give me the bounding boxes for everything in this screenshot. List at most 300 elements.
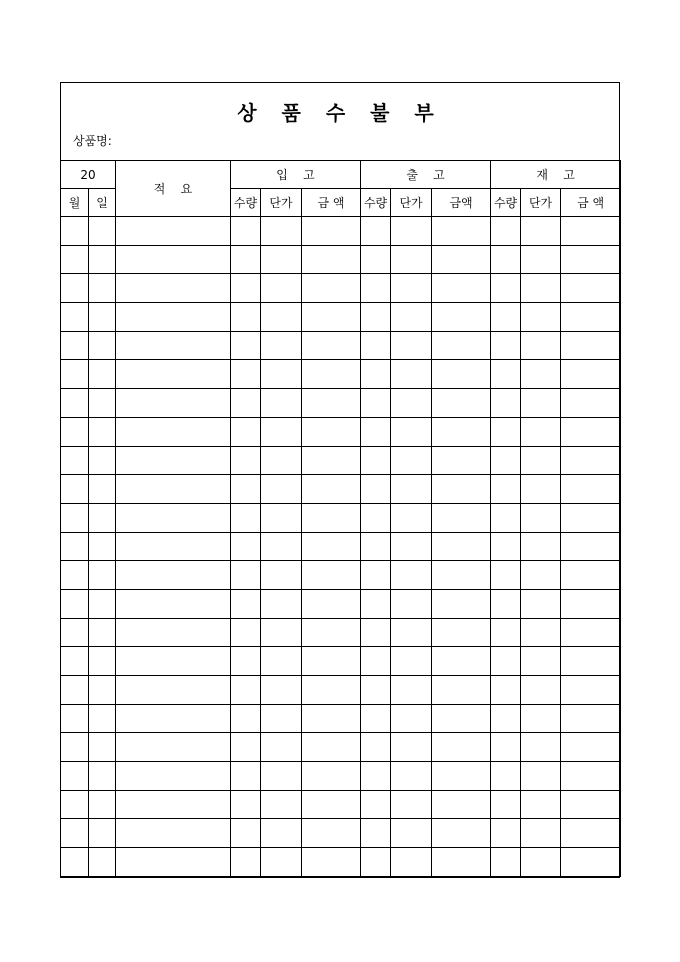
in-qty-cell[interactable] (231, 733, 261, 762)
stock-qty-cell[interactable] (491, 618, 521, 647)
table-row (61, 733, 621, 762)
in-amount-cell[interactable] (302, 446, 361, 475)
summary-cell[interactable] (116, 417, 231, 446)
out-qty-cell[interactable] (361, 389, 391, 418)
day-cell[interactable] (89, 618, 116, 647)
out-price-cell[interactable] (391, 704, 432, 733)
in-price-cell[interactable] (261, 676, 302, 705)
in-amount-cell[interactable] (302, 819, 361, 848)
summary-cell[interactable] (116, 360, 231, 389)
stock-amount-cell[interactable] (561, 647, 621, 676)
out-qty-cell[interactable] (361, 618, 391, 647)
day-cell[interactable] (89, 589, 116, 618)
summary-cell[interactable] (116, 503, 231, 532)
stock-price-cell[interactable] (521, 589, 561, 618)
in-qty-cell[interactable] (231, 245, 261, 274)
month-cell[interactable] (61, 819, 89, 848)
out-qty-cell[interactable] (361, 360, 391, 389)
out-qty-cell[interactable] (361, 503, 391, 532)
out-qty-cell[interactable] (361, 733, 391, 762)
summary-cell[interactable] (116, 618, 231, 647)
out-amount-cell[interactable] (432, 762, 491, 791)
in-amount-cell[interactable] (302, 618, 361, 647)
out-amount-cell[interactable] (432, 790, 491, 819)
stock-qty-cell[interactable] (491, 676, 521, 705)
stock-amount-cell[interactable] (561, 475, 621, 504)
day-cell[interactable] (89, 475, 116, 504)
month-cell[interactable] (61, 676, 89, 705)
month-cell[interactable] (61, 475, 89, 504)
stock-price-cell[interactable] (521, 360, 561, 389)
day-cell[interactable] (89, 331, 116, 360)
stock-qty-cell[interactable] (491, 217, 521, 246)
stock-amount-cell[interactable] (561, 790, 621, 819)
summary-cell[interactable] (116, 532, 231, 561)
in-qty-cell[interactable] (231, 618, 261, 647)
in-price-cell[interactable] (261, 790, 302, 819)
in-amount-cell[interactable] (302, 676, 361, 705)
in-amount-cell[interactable] (302, 790, 361, 819)
out-amount-cell[interactable] (432, 331, 491, 360)
stock-price-cell[interactable] (521, 217, 561, 246)
in-price-cell[interactable] (261, 475, 302, 504)
out-price-cell[interactable] (391, 360, 432, 389)
in-price-cell[interactable] (261, 217, 302, 246)
in-price-cell[interactable] (261, 274, 302, 303)
stock-amount-cell[interactable] (561, 417, 621, 446)
stock-qty-cell[interactable] (491, 790, 521, 819)
out-amount-cell[interactable] (432, 274, 491, 303)
month-cell[interactable] (61, 561, 89, 590)
stock-amount-cell[interactable] (561, 589, 621, 618)
in-amount-cell[interactable] (302, 245, 361, 274)
in-qty-cell[interactable] (231, 589, 261, 618)
table-row (61, 762, 621, 791)
out-amount-cell[interactable] (432, 647, 491, 676)
in-qty-cell[interactable] (231, 417, 261, 446)
month-cell[interactable] (61, 532, 89, 561)
stock-amount-cell[interactable] (561, 331, 621, 360)
in-price-cell[interactable] (261, 618, 302, 647)
table-row (61, 475, 621, 504)
in-qty-cell[interactable] (231, 503, 261, 532)
out-price-cell[interactable] (391, 589, 432, 618)
day-cell[interactable] (89, 303, 116, 332)
out-price-cell[interactable] (391, 647, 432, 676)
in-price-cell[interactable] (261, 704, 302, 733)
out-price-cell[interactable] (391, 790, 432, 819)
in-qty-cell[interactable] (231, 790, 261, 819)
in-amount-cell[interactable] (302, 303, 361, 332)
stock-amount-cell[interactable] (561, 217, 621, 246)
stock-qty-cell[interactable] (491, 446, 521, 475)
out-qty-cell[interactable] (361, 762, 391, 791)
stock-price-cell[interactable] (521, 503, 561, 532)
out-qty-cell[interactable] (361, 676, 391, 705)
in-qty-cell[interactable] (231, 647, 261, 676)
stock-amount-cell[interactable] (561, 245, 621, 274)
out-qty-cell[interactable] (361, 417, 391, 446)
stock-price-cell[interactable] (521, 446, 561, 475)
outgoing-amount-header: 금액 (432, 189, 491, 217)
in-amount-cell[interactable] (302, 503, 361, 532)
out-price-cell[interactable] (391, 475, 432, 504)
stock-price-cell[interactable] (521, 331, 561, 360)
month-cell[interactable] (61, 704, 89, 733)
stock-price-cell[interactable] (521, 762, 561, 791)
in-price-cell[interactable] (261, 733, 302, 762)
out-price-cell[interactable] (391, 848, 432, 877)
stock-amount-cell[interactable] (561, 704, 621, 733)
in-amount-cell[interactable] (302, 532, 361, 561)
out-amount-cell[interactable] (432, 503, 491, 532)
stock-amount-cell[interactable] (561, 389, 621, 418)
ledger-sheet (60, 82, 620, 878)
in-price-cell[interactable] (261, 331, 302, 360)
table-row (61, 389, 621, 418)
summary-cell[interactable] (116, 389, 231, 418)
out-amount-cell[interactable] (432, 217, 491, 246)
in-price-cell[interactable] (261, 245, 302, 274)
stock-amount-cell[interactable] (561, 360, 621, 389)
out-price-cell[interactable] (391, 819, 432, 848)
day-cell[interactable] (89, 446, 116, 475)
day-cell[interactable] (89, 417, 116, 446)
stock-amount-cell[interactable] (561, 733, 621, 762)
product-name-label: 상품명: (73, 134, 112, 148)
stock-amount-cell[interactable] (561, 503, 621, 532)
out-price-cell[interactable] (391, 733, 432, 762)
in-qty-cell[interactable] (231, 532, 261, 561)
month-cell[interactable] (61, 848, 89, 877)
stock-price-cell[interactable] (521, 303, 561, 332)
in-price-cell[interactable] (261, 417, 302, 446)
out-amount-cell[interactable] (432, 848, 491, 877)
month-cell[interactable] (61, 245, 89, 274)
table-row (61, 217, 621, 246)
summary-cell[interactable] (116, 819, 231, 848)
month-cell[interactable] (61, 389, 89, 418)
in-amount-cell[interactable] (302, 704, 361, 733)
out-qty-cell[interactable] (361, 331, 391, 360)
in-price-cell[interactable] (261, 360, 302, 389)
stock-qty-cell[interactable] (491, 762, 521, 791)
out-amount-cell[interactable] (432, 475, 491, 504)
out-price-cell[interactable] (391, 274, 432, 303)
summary-cell[interactable] (116, 733, 231, 762)
day-cell[interactable] (89, 274, 116, 303)
in-price-cell[interactable] (261, 647, 302, 676)
out-amount-cell[interactable] (432, 704, 491, 733)
in-amount-cell[interactable] (302, 389, 361, 418)
out-price-cell[interactable] (391, 503, 432, 532)
summary-cell[interactable] (116, 245, 231, 274)
stock-qty-cell[interactable] (491, 475, 521, 504)
out-qty-cell[interactable] (361, 532, 391, 561)
header-row-1 (61, 161, 621, 189)
in-price-cell[interactable] (261, 589, 302, 618)
in-qty-cell[interactable] (231, 475, 261, 504)
out-amount-cell[interactable] (432, 676, 491, 705)
out-amount-cell[interactable] (432, 245, 491, 274)
stock-amount-cell[interactable] (561, 561, 621, 590)
summary-cell[interactable] (116, 561, 231, 590)
stock-qty-cell[interactable] (491, 274, 521, 303)
stock-price-cell[interactable] (521, 245, 561, 274)
incoming-qty-header: 수량 (231, 189, 261, 217)
out-price-cell[interactable] (391, 676, 432, 705)
out-price-cell[interactable] (391, 303, 432, 332)
summary-cell[interactable] (116, 217, 231, 246)
out-qty-cell[interactable] (361, 561, 391, 590)
day-cell[interactable] (89, 762, 116, 791)
in-price-cell[interactable] (261, 446, 302, 475)
stock-qty-cell[interactable] (491, 303, 521, 332)
out-qty-cell[interactable] (361, 790, 391, 819)
in-qty-cell[interactable] (231, 819, 261, 848)
out-qty-cell[interactable] (361, 475, 391, 504)
in-amount-cell[interactable] (302, 589, 361, 618)
table-row (61, 848, 621, 877)
out-qty-cell[interactable] (361, 647, 391, 676)
month-cell[interactable] (61, 647, 89, 676)
out-price-cell[interactable] (391, 762, 432, 791)
stock-qty-cell[interactable] (491, 848, 521, 877)
in-amount-cell[interactable] (302, 561, 361, 590)
stock-price-cell[interactable] (521, 532, 561, 561)
day-cell[interactable] (89, 217, 116, 246)
in-qty-cell[interactable] (231, 848, 261, 877)
in-price-cell[interactable] (261, 819, 302, 848)
out-price-cell[interactable] (391, 561, 432, 590)
out-price-cell[interactable] (391, 389, 432, 418)
out-amount-cell[interactable] (432, 589, 491, 618)
in-price-cell[interactable] (261, 561, 302, 590)
stock-amount-cell[interactable] (561, 274, 621, 303)
out-amount-cell[interactable] (432, 446, 491, 475)
out-price-cell[interactable] (391, 245, 432, 274)
out-qty-cell[interactable] (361, 303, 391, 332)
out-amount-cell[interactable] (432, 532, 491, 561)
day-cell[interactable] (89, 848, 116, 877)
in-qty-cell[interactable] (231, 217, 261, 246)
out-qty-cell[interactable] (361, 819, 391, 848)
stock-price-cell[interactable] (521, 274, 561, 303)
in-price-cell[interactable] (261, 389, 302, 418)
month-cell[interactable] (61, 217, 89, 246)
stock-amount-cell[interactable] (561, 303, 621, 332)
summary-cell[interactable] (116, 848, 231, 877)
in-amount-cell[interactable] (302, 647, 361, 676)
in-amount-cell[interactable] (302, 217, 361, 246)
month-cell[interactable] (61, 618, 89, 647)
stock-price-cell[interactable] (521, 848, 561, 877)
stock-price-cell[interactable] (521, 733, 561, 762)
stock-amount-cell[interactable] (561, 532, 621, 561)
stock-qty-cell[interactable] (491, 389, 521, 418)
out-price-cell[interactable] (391, 618, 432, 647)
summary-cell[interactable] (116, 676, 231, 705)
in-qty-cell[interactable] (231, 676, 261, 705)
stock-qty-cell[interactable] (491, 417, 521, 446)
out-amount-cell[interactable] (432, 819, 491, 848)
in-amount-cell[interactable] (302, 417, 361, 446)
day-cell[interactable] (89, 676, 116, 705)
stock-price-cell[interactable] (521, 676, 561, 705)
summary-cell[interactable] (116, 475, 231, 504)
in-price-cell[interactable] (261, 762, 302, 791)
day-cell[interactable] (89, 389, 116, 418)
out-qty-cell[interactable] (361, 446, 391, 475)
in-amount-cell[interactable] (302, 848, 361, 877)
stock-qty-cell[interactable] (491, 819, 521, 848)
day-cell[interactable] (89, 647, 116, 676)
out-amount-cell[interactable] (432, 389, 491, 418)
stock-qty-header: 수량 (491, 189, 521, 217)
in-qty-cell[interactable] (231, 274, 261, 303)
stock-amount-cell[interactable] (561, 762, 621, 791)
in-qty-cell[interactable] (231, 360, 261, 389)
table-row (61, 446, 621, 475)
stock-qty-cell[interactable] (491, 360, 521, 389)
stock-price-cell[interactable] (521, 389, 561, 418)
table-row (61, 503, 621, 532)
in-price-cell[interactable] (261, 848, 302, 877)
month-cell[interactable] (61, 790, 89, 819)
stock-price-cell[interactable] (521, 417, 561, 446)
stock-qty-cell[interactable] (491, 589, 521, 618)
month-cell[interactable] (61, 360, 89, 389)
out-qty-cell[interactable] (361, 245, 391, 274)
table-row (61, 790, 621, 819)
in-amount-cell[interactable] (302, 331, 361, 360)
stock-price-cell[interactable] (521, 819, 561, 848)
summary-cell[interactable] (116, 790, 231, 819)
stock-qty-cell[interactable] (491, 532, 521, 561)
out-amount-cell[interactable] (432, 417, 491, 446)
stock-qty-cell[interactable] (491, 503, 521, 532)
out-amount-cell[interactable] (432, 360, 491, 389)
summary-cell[interactable] (116, 647, 231, 676)
day-cell[interactable] (89, 245, 116, 274)
in-qty-cell[interactable] (231, 331, 261, 360)
in-qty-cell[interactable] (231, 561, 261, 590)
in-qty-cell[interactable] (231, 303, 261, 332)
month-cell[interactable] (61, 274, 89, 303)
out-price-cell[interactable] (391, 217, 432, 246)
stock-price-cell[interactable] (521, 790, 561, 819)
stock-price-cell[interactable] (521, 475, 561, 504)
day-cell[interactable] (89, 704, 116, 733)
day-cell[interactable] (89, 532, 116, 561)
out-qty-cell[interactable] (361, 274, 391, 303)
title-block (61, 83, 619, 161)
in-qty-cell[interactable] (231, 704, 261, 733)
month-cell[interactable] (61, 503, 89, 532)
in-amount-cell[interactable] (302, 274, 361, 303)
day-cell[interactable] (89, 561, 116, 590)
out-amount-cell[interactable] (432, 733, 491, 762)
out-qty-cell[interactable] (361, 589, 391, 618)
month-cell[interactable] (61, 417, 89, 446)
stock-price-header: 단가 (521, 189, 561, 217)
summary-cell[interactable] (116, 589, 231, 618)
out-amount-cell[interactable] (432, 303, 491, 332)
table-row (61, 819, 621, 848)
in-qty-cell[interactable] (231, 389, 261, 418)
stock-qty-cell[interactable] (491, 561, 521, 590)
day-cell[interactable] (89, 790, 116, 819)
outgoing-price-header: 단가 (391, 189, 432, 217)
stock-price-cell[interactable] (521, 704, 561, 733)
in-amount-cell[interactable] (302, 475, 361, 504)
stock-qty-cell[interactable] (491, 704, 521, 733)
out-qty-cell[interactable] (361, 217, 391, 246)
in-qty-cell[interactable] (231, 446, 261, 475)
summary-cell[interactable] (116, 446, 231, 475)
stock-price-cell[interactable] (521, 561, 561, 590)
stock-qty-cell[interactable] (491, 647, 521, 676)
month-cell[interactable] (61, 303, 89, 332)
table-row (61, 417, 621, 446)
summary-cell[interactable] (116, 303, 231, 332)
stock-amount-cell[interactable] (561, 848, 621, 877)
month-cell[interactable] (61, 589, 89, 618)
in-amount-cell[interactable] (302, 762, 361, 791)
out-qty-cell[interactable] (361, 704, 391, 733)
table-row (61, 274, 621, 303)
summary-cell[interactable] (116, 274, 231, 303)
stock-amount-cell[interactable] (561, 618, 621, 647)
stock-amount-cell[interactable] (561, 676, 621, 705)
month-cell[interactable] (61, 762, 89, 791)
summary-cell[interactable] (116, 331, 231, 360)
in-price-cell[interactable] (261, 532, 302, 561)
in-price-cell[interactable] (261, 303, 302, 332)
year-header: 20 (61, 161, 116, 189)
in-amount-cell[interactable] (302, 360, 361, 389)
stock-qty-cell[interactable] (491, 733, 521, 762)
in-qty-cell[interactable] (231, 762, 261, 791)
out-amount-cell[interactable] (432, 561, 491, 590)
out-price-cell[interactable] (391, 417, 432, 446)
summary-cell[interactable] (116, 762, 231, 791)
day-cell[interactable] (89, 819, 116, 848)
out-price-cell[interactable] (391, 446, 432, 475)
day-cell[interactable] (89, 733, 116, 762)
month-cell[interactable] (61, 446, 89, 475)
stock-qty-cell[interactable] (491, 331, 521, 360)
month-cell[interactable] (61, 733, 89, 762)
out-price-cell[interactable] (391, 331, 432, 360)
stock-price-cell[interactable] (521, 618, 561, 647)
in-price-cell[interactable] (261, 503, 302, 532)
stock-price-cell[interactable] (521, 647, 561, 676)
out-amount-cell[interactable] (432, 618, 491, 647)
table-row (61, 360, 621, 389)
out-price-cell[interactable] (391, 532, 432, 561)
summary-cell[interactable] (116, 704, 231, 733)
table-row (61, 303, 621, 332)
stock-qty-cell[interactable] (491, 245, 521, 274)
day-cell[interactable] (89, 503, 116, 532)
stock-amount-cell[interactable] (561, 819, 621, 848)
in-amount-cell[interactable] (302, 733, 361, 762)
month-cell[interactable] (61, 331, 89, 360)
out-qty-cell[interactable] (361, 848, 391, 877)
day-cell[interactable] (89, 360, 116, 389)
stock-amount-cell[interactable] (561, 446, 621, 475)
